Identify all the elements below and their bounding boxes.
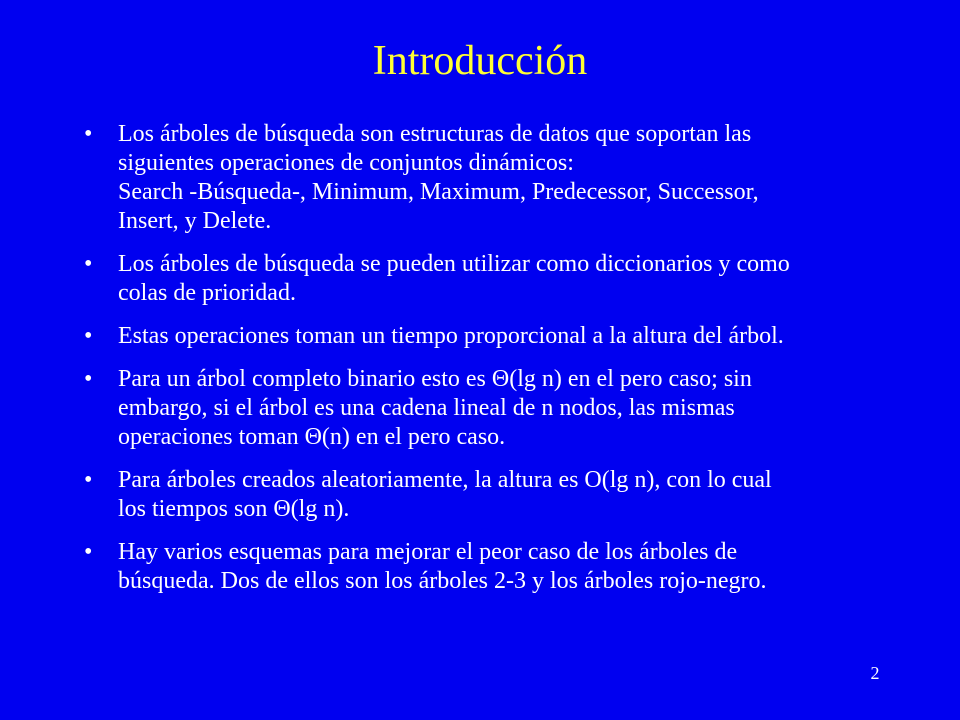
bullet-item	[80, 365, 900, 452]
bullet-item	[80, 250, 900, 308]
bullet-text-line: embargo, si el árbol es una cadena lineal de n nodos, las mismas	[118, 395, 735, 421]
bullet-text-line: Search -Búsqueda-, Minimum, Maximum, Predecessor, Successor,	[118, 179, 759, 205]
bullet-text-line: búsqueda. Dos de ellos son los árboles 2-3 y los árboles rojo-negro.	[118, 568, 767, 594]
bullet-list	[80, 120, 900, 610]
bullet-marker: •	[84, 366, 93, 392]
bullet-text-line: Estas operaciones toman un tiempo proporcional a la altura del árbol.	[118, 323, 784, 349]
bullet-text-line: operaciones toman Θ(n) en el pero caso.	[118, 424, 506, 450]
bullet-text-line: Los árboles de búsqueda son estructuras de datos que soportan las	[118, 121, 752, 147]
bullet-text-line: colas de prioridad.	[118, 280, 296, 306]
slide-title: Introducción	[372, 38, 588, 84]
bullet-item	[80, 466, 900, 524]
bullet-item	[80, 120, 900, 236]
page-number: 2	[870, 663, 880, 683]
bullet-text-line: los tiempos son Θ(lg n).	[118, 496, 350, 522]
bullet-text-line: Hay varios esquemas para mejorar el peor caso de los árboles de	[118, 539, 738, 565]
bullet-item	[80, 538, 900, 596]
bullet-marker: •	[84, 539, 93, 565]
bullet-text-line: Los árboles de búsqueda se pueden utilizar como diccionarios y como	[118, 251, 790, 277]
bullet-text-line: siguientes operaciones de conjuntos dinámicos:	[118, 150, 574, 176]
bullet-marker: •	[84, 121, 93, 147]
bullet-text-line: Insert, y Delete.	[118, 208, 272, 234]
bullet-item	[80, 322, 900, 351]
bullet-marker: •	[84, 251, 93, 277]
bullet-marker: •	[84, 323, 93, 349]
bullet-marker: •	[84, 467, 93, 493]
bullet-text-line: Para un árbol completo binario esto es Θ(lg n) en el pero caso; sin	[118, 366, 752, 392]
bullet-text-line: Para árboles creados aleatoriamente, la altura es O(lg n), con lo cual	[118, 467, 772, 493]
